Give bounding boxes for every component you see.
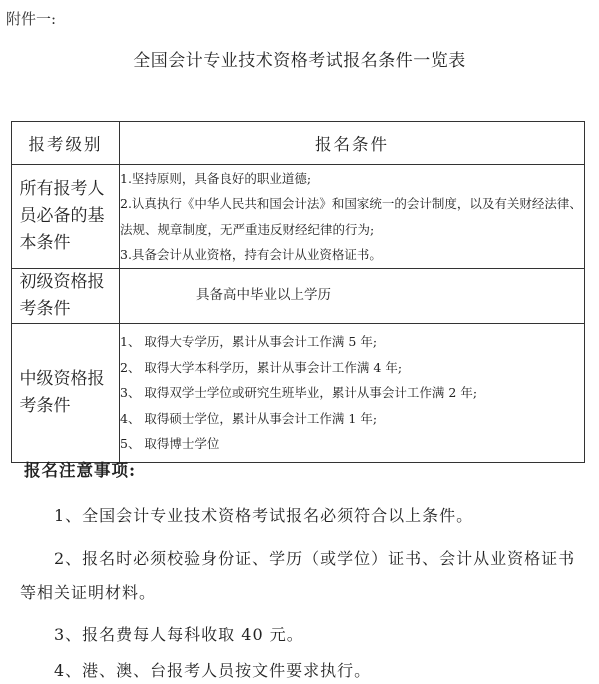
table-row	[12, 269, 585, 324]
condition-item: 5、 取得博士学位	[120, 436, 220, 452]
level-label: 所有报考人员必备的基本条件	[19, 179, 105, 253]
table-row	[12, 165, 585, 269]
conditions-cell	[120, 324, 585, 463]
level-cell	[12, 324, 120, 463]
document-title: 全国会计专业技术资格考试报名条件一览表	[133, 51, 466, 71]
note-item: 3、报名费每人每科收取 40 元。	[54, 625, 304, 644]
table-header-row	[12, 122, 585, 165]
condition-item: 3、 取得双学士学位或研究生班毕业，累计从事会计工作满 2 年;	[120, 385, 478, 401]
level-cell	[12, 269, 120, 324]
condition-item: 1.坚持原则，具备良好的职业道德;	[120, 170, 312, 186]
conditions-cell	[120, 165, 585, 269]
note-item-continuation: 等相关证明材料。	[20, 583, 157, 602]
notes-heading: 报名注意事项:	[24, 461, 137, 480]
level-cell	[12, 165, 120, 269]
conditions-cell	[120, 269, 585, 324]
attachment-label: 附件一:	[6, 10, 57, 28]
level-label: 初级资格报考条件	[19, 272, 105, 319]
condition-item: 1、 取得大专学历，累计从事会计工作满 5 年;	[120, 334, 378, 350]
note-item: 1、全国会计专业技术资格考试报名必须符合以上条件。	[54, 506, 474, 525]
condition-item: 2、 取得大学本科学历，累计从事会计工作满 4 年;	[120, 359, 403, 375]
condition-item: 4、 取得硕士学位，累计从事会计工作满 1 年;	[120, 410, 378, 426]
condition-item: 3.具备会计从业资格，持有会计从业资格证书。	[120, 247, 382, 262]
note-item: 2、报名时必须校验身份证、学历（或学位）证书、会计从业资格证书	[54, 549, 576, 568]
requirements-table	[11, 121, 585, 463]
level-label: 中级资格报考条件	[19, 369, 105, 416]
condition-item: 2.认真执行《中华人民共和国会计法》和国家统一的会计制度，以及有关财经法律、法规、规章制度，无严重违反财经纪律的行为;	[120, 196, 582, 237]
note-item: 4、港、澳、台报考人员按文件要求执行。	[54, 661, 372, 680]
header-conditions: 报名条件	[120, 122, 585, 165]
header-level: 报考级别	[12, 122, 120, 165]
table-row	[12, 324, 585, 463]
condition-item: 具备高中毕业以上学历	[196, 287, 331, 304]
